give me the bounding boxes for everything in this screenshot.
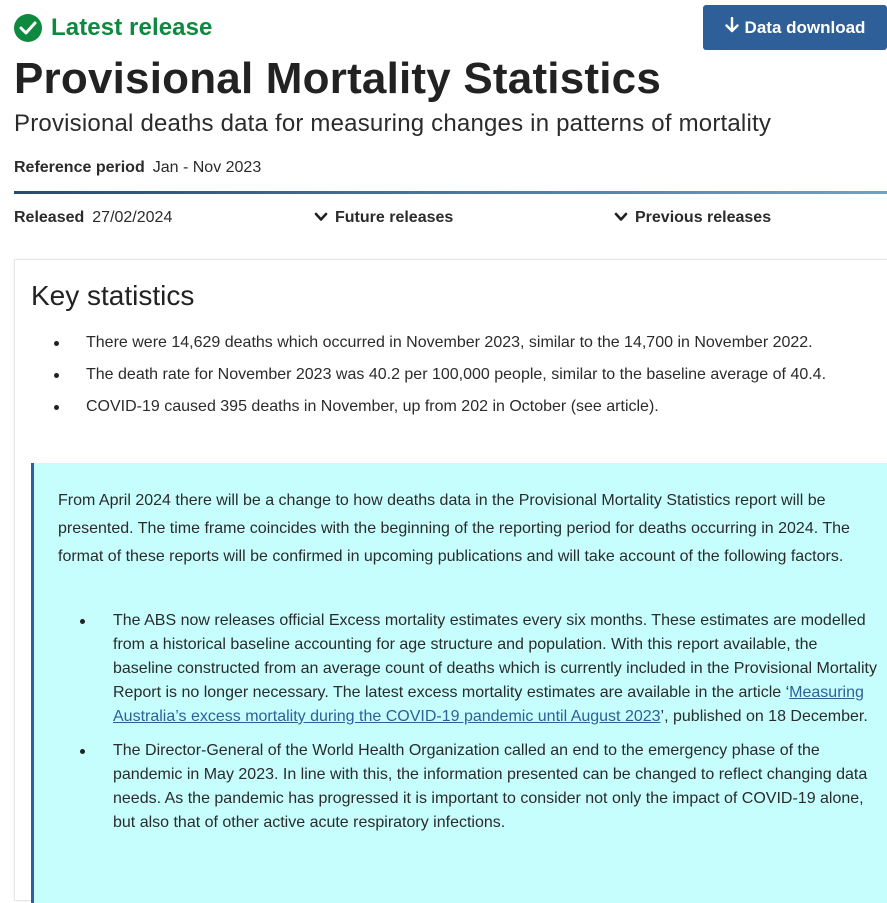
future-releases-toggle[interactable] <box>314 209 453 227</box>
chevron-down-icon <box>314 209 328 227</box>
reference-period-value: Jan - Nov 2023 <box>152 159 262 176</box>
page-subtitle: Provisional deaths data for measuring changes in patterns of mortality <box>14 110 772 137</box>
data-download-button[interactable] <box>703 5 887 50</box>
latest-release-badge <box>14 14 213 42</box>
notice-intro: From April 2024 there will be a change to how deaths data in the Provisional Mortality Statistics report will be presented. The time frame coincides with the beginning of the reporting period for deaths occurring in 2024. The format of these reports will be confirmed in upcoming publications and will take account of the following factors. <box>58 492 850 565</box>
key-statistics-title: Key statistics <box>31 280 195 311</box>
previous-releases-toggle[interactable] <box>614 209 771 227</box>
reference-period <box>14 159 261 177</box>
notice-list <box>34 609 879 845</box>
released-value: 27/02/2024 <box>92 209 173 226</box>
arrow-down-icon <box>725 17 739 38</box>
previous-releases-label: Previous releases <box>635 209 772 226</box>
header-divider <box>14 191 887 194</box>
list-item: The Director-General of the World Health Organization called an end to the emergency phase of the pandemic in May 2023. In line with this, the information presented can be changed to reflect changing data needs. As the pandemic has progressed it is important to consider not only the impact of COVID-19 alone, but also that of other active acute respiratory infections. <box>34 739 879 835</box>
released-label: Released <box>14 209 85 226</box>
future-releases-label: Future releases <box>335 209 454 226</box>
released-date <box>14 209 172 227</box>
check-circle-icon <box>14 14 42 42</box>
page-title: Provisional Mortality Statistics <box>14 54 662 103</box>
key-statistics-card <box>14 259 887 901</box>
notice-box <box>31 463 887 903</box>
latest-release-label: Latest release <box>51 14 213 41</box>
key-statistics-list <box>15 327 826 423</box>
chevron-down-icon <box>614 209 628 227</box>
notice-text: ’, published on 18 December. <box>660 708 868 725</box>
list-item: There were 14,629 deaths which occurred in November 2023, similar to the 14,700 in November 2022. <box>15 327 826 359</box>
list-item: The death rate for November 2023 was 40.2 per 100,000 people, similar to the baseline average of 40.4. <box>15 359 826 391</box>
reference-period-label: Reference period <box>14 159 145 176</box>
excess-mortality-article-link[interactable]: Measuring Australia’s excess mortality during the COVID-19 pandemic until August 2023 <box>113 684 864 725</box>
data-download-label: Data download <box>744 17 866 37</box>
list-item: COVID-19 caused 395 deaths in November, up from 202 in October (see article). <box>15 391 826 423</box>
list-item <box>34 609 879 729</box>
notice-text: The ABS now releases official Excess mortality estimates every six months. These estimates are modelled from a historical baseline accounting for age structure and population. With this report available, the baseline constructed from an average count of deaths which is currently included in the Provisional Mortality Report is no longer necessary. The latest excess mortality estimates are available in the article ‘ <box>113 612 877 701</box>
